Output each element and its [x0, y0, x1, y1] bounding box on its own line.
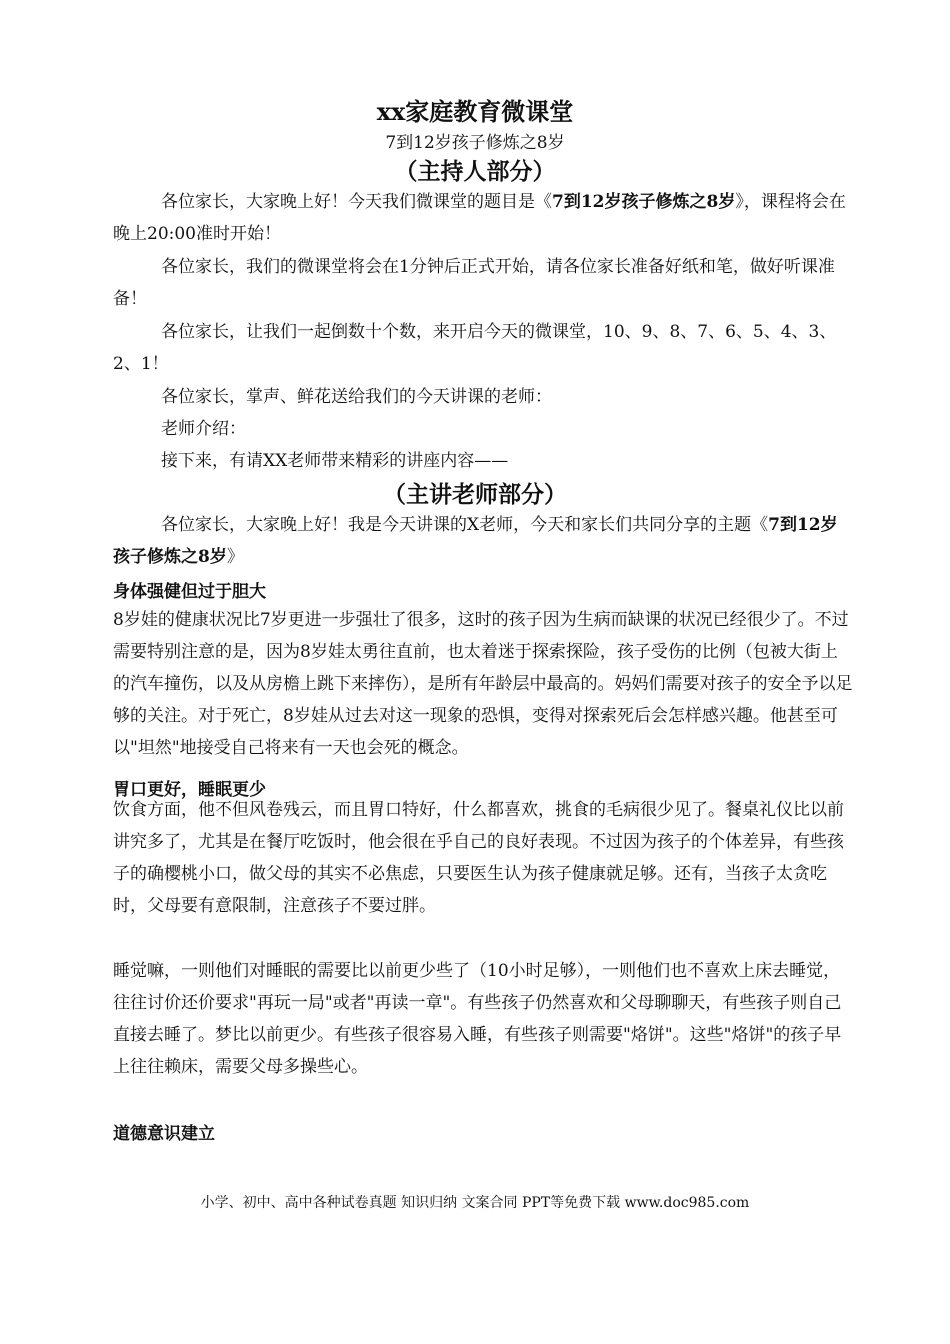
teacher-intro-text-end: 》	[226, 547, 244, 567]
appetite-paragraph: 饮食方面，他不但风卷残云，而且胃口特好，什么都喜欢，挑食的毛病很少见了。餐桌礼仪比以前讲究多了，尤其是在餐厅吃饭时，他会很在乎自己的良好表现。不过因为孩子的个体差异，有些孩子的确樱桃小口，做父母的其实不必焦虑，只要医生认为孩子健康就足够。还有，当孩子太贪吃时，父母要有意限制，注意孩子不要过胖。	[113, 800, 844, 916]
sleep-paragraph: 睡觉嘛，一则他们对睡眠的需要比以前更少些了（10小时足够），一则他们也不喜欢上床去睡觉，往往讨价还价要求"再玩一局"或者"再读一章"。有些孩子仍然喜欢和父母聊聊天，有些孩子则自己直接去睡了。梦比以前更少。有些孩子很容易入睡，有些孩子则需要"烙饼"。这些"烙饼"的孩子早上往往赖床，需要父母多操些心。	[113, 961, 842, 1077]
teacher-intro-paragraph	[113, 509, 850, 573]
teacher-intro-text: 各位家长，大家晚上好！我是今天讲课的X老师，今天和家长们共同分享的主题《	[161, 515, 769, 535]
subheading-appetite-sleep: 胃口更好，睡眠更少	[113, 780, 266, 800]
host-paragraph-5: 老师介绍：	[161, 419, 246, 439]
document-subtitle: 7到12岁孩子修炼之8岁	[385, 133, 565, 153]
page-footer: 小学、初中、高中各种试卷真题 知识归纳 文案合同 PPT等免费下载 www.doc985.com	[200, 1195, 750, 1211]
host-paragraph-1	[113, 186, 850, 250]
teacher-section-heading: （主讲老师部分）	[383, 481, 567, 508]
host-paragraph-6: 接下来，有请XX老师带来精彩的讲座内容——	[161, 451, 509, 471]
host-paragraph-4: 各位家长，掌声、鲜花送给我们的今天讲课的老师：	[161, 387, 552, 407]
teacher-intro-course-title: 7到12岁孩子修炼之8岁	[113, 515, 838, 567]
body-strong-paragraph: 8岁娃的健康状况比7岁更进一步强壮了很多，这时的孩子因为生病而缺课的状况已经很少了。不过需要特别注意的是，因为8岁娃太勇往直前，也太着迷于探索探险，孩子受伤的比例（包被大街上的汽车撞伤，以及从房檐上跳下来摔伤），是所有年龄层中最高的。妈妈们需要对孩子的安全予以足够的关注。对于死亡，8岁娃从过去对这一现象的恐惧，变得对探索死后会怎样感兴趣。他甚至可以"坦然"地接受自己将来有一天也会死的概念。	[113, 610, 853, 758]
host-p1-course-title: 7到12岁孩子修炼之8岁	[552, 192, 736, 212]
host-paragraph-2: 各位家长，我们的微课堂将会在1分钟后正式开始，请各位家长准备好纸和笔，做好听课准备！	[113, 257, 835, 309]
subheading-moral-awareness: 道德意识建立	[113, 1124, 215, 1144]
subheading-body-strong: 身体强健但过于胆大	[113, 582, 266, 602]
host-p1-text: 各位家长，大家晚上好！今天我们微课堂的题目是《	[161, 192, 552, 212]
host-paragraph-3: 各位家长，让我们一起倒数十个数，来开启今天的微课堂，10、9、8、7、6、5、4、3、2、1！	[113, 322, 837, 374]
document-title: xx家庭教育微课堂	[376, 97, 574, 126]
host-p1-text-end: 》，课程将会在晚上20:00准时开始！	[113, 192, 846, 244]
host-section-heading: （主持人部分）	[394, 158, 556, 185]
